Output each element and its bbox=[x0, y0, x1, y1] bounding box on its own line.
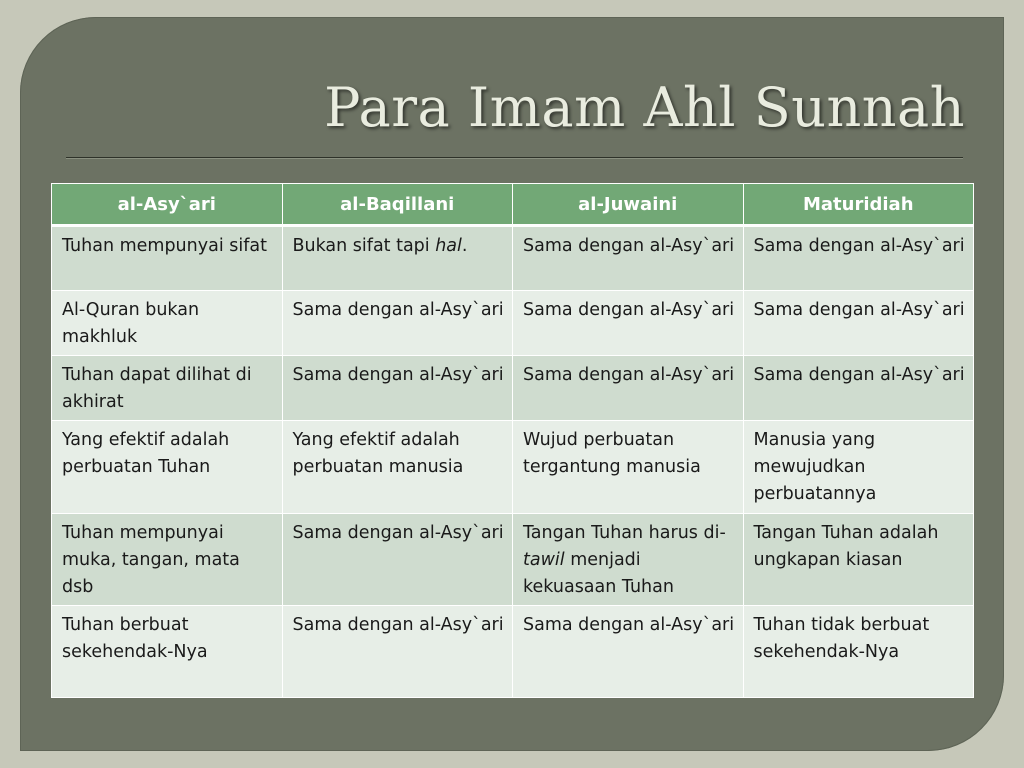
table-cell: Tuhan dapat dilihat di akhirat bbox=[52, 356, 283, 421]
table-cell: Sama dengan al-Asy`ari bbox=[282, 356, 513, 421]
table-header-row bbox=[52, 184, 974, 226]
table-cell bbox=[513, 514, 744, 606]
table-cell: Tuhan tidak berbuat sekehendak-Nya bbox=[743, 606, 974, 698]
table-cell: Sama dengan al-Asy`ari bbox=[282, 606, 513, 698]
table-cell: Yang efektif adalah perbuatan Tuhan bbox=[52, 421, 283, 514]
table-cell: Tuhan mempunyai sifat bbox=[52, 226, 283, 291]
table-cell: Yang efektif adalah perbuatan manusia bbox=[282, 421, 513, 514]
table-row bbox=[52, 291, 974, 356]
column-header-maturidiah: Maturidiah bbox=[743, 184, 974, 226]
table-cell: Manusia yang mewujudkan perbuatannya bbox=[743, 421, 974, 514]
title-divider bbox=[66, 157, 963, 159]
table-cell: Wujud perbuatan tergantung manusia bbox=[513, 421, 744, 514]
table-row bbox=[52, 514, 974, 606]
cell-text: . bbox=[461, 236, 468, 256]
table-cell: Tangan Tuhan adalah ungkapan kiasan bbox=[743, 514, 974, 606]
table-row bbox=[52, 606, 974, 698]
cell-italic-term: hal bbox=[435, 236, 462, 256]
column-header-asyari: al-Asy`ari bbox=[52, 184, 283, 226]
table-row bbox=[52, 356, 974, 421]
table-cell: Sama dengan al-Asy`ari bbox=[513, 356, 744, 421]
table-row bbox=[52, 226, 974, 291]
table-cell bbox=[282, 226, 513, 291]
comparison-table bbox=[51, 183, 974, 698]
column-header-baqillani: al-Baqillani bbox=[282, 184, 513, 226]
table-cell: Sama dengan al-Asy`ari bbox=[743, 291, 974, 356]
table-cell: Sama dengan al-Asy`ari bbox=[513, 226, 744, 291]
cell-text: menjadi kekuasaan Tuhan bbox=[523, 550, 674, 597]
table-cell: Tuhan mempunyai muka, tangan, mata dsb bbox=[52, 514, 283, 606]
table-cell: Sama dengan al-Asy`ari bbox=[513, 606, 744, 698]
table-cell: Sama dengan al-Asy`ari bbox=[282, 514, 513, 606]
cell-text: Bukan sifat tapi bbox=[292, 236, 436, 256]
table-cell: Tuhan berbuat sekehendak-Nya bbox=[52, 606, 283, 698]
table-cell: Sama dengan al-Asy`ari bbox=[743, 226, 974, 291]
cell-text: Tangan Tuhan harus di- bbox=[523, 523, 726, 543]
table-cell: Sama dengan al-Asy`ari bbox=[743, 356, 974, 421]
column-header-juwaini: al-Juwaini bbox=[513, 184, 744, 226]
table-cell: Sama dengan al-Asy`ari bbox=[282, 291, 513, 356]
cell-italic-term: tawil bbox=[523, 550, 565, 570]
table-cell: Sama dengan al-Asy`ari bbox=[513, 291, 744, 356]
slide-title: Para Imam Ahl Sunnah bbox=[324, 76, 965, 139]
table-row bbox=[52, 421, 974, 514]
table-cell: Al-Quran bukan makhluk bbox=[52, 291, 283, 356]
